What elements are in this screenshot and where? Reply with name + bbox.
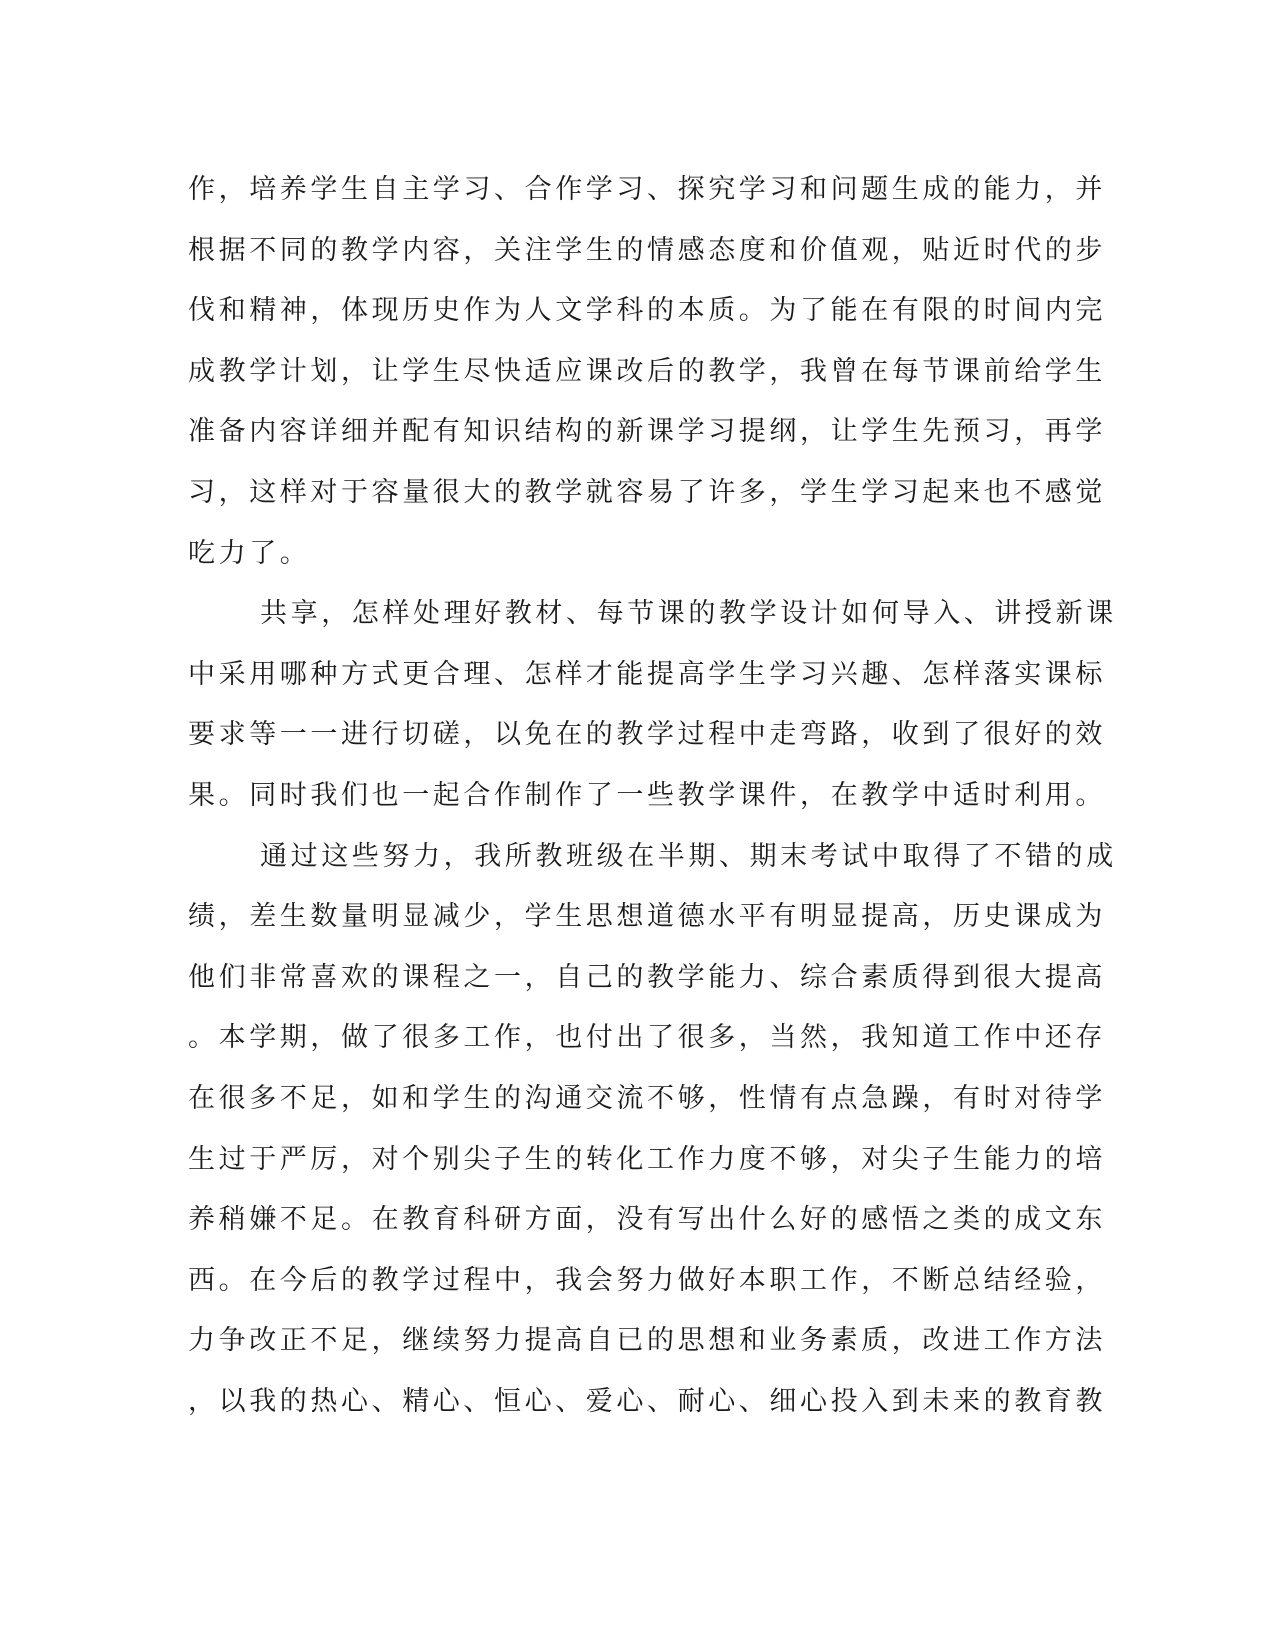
text-line: 绩，差生数量明显减少，学生思想道德水平有明显提高，历史课成为 bbox=[188, 901, 1106, 933]
text-line: 养稍嫌不足。在教育科研方面，没有写出什么好的感悟之类的成文东 bbox=[188, 1204, 1106, 1236]
text-line: 中采用哪种方式更合理、怎样才能提高学生学习兴趣、怎样落实课标 bbox=[188, 658, 1106, 690]
text-line: 他们非常喜欢的课程之一，自己的教学能力、综合素质得到很大提高 bbox=[188, 961, 1106, 993]
paragraph-first-line: 通过这些努力，我所教班级在半期、期末考试中取得了不错的成 bbox=[260, 840, 1117, 872]
text-line: 果。同时我们也一起合作制作了一些教学课件，在教学中适时利用。 bbox=[188, 779, 1106, 811]
text-line: 伐和精神，体现历史作为人文学科的本质。为了能在有限的时间内完 bbox=[188, 295, 1106, 327]
text-line: 作，培养学生自主学习、合作学习、探究学习和问题生成的能力，并 bbox=[188, 174, 1106, 205]
text-line: 力争改正不足，继续努力提高自已的思想和业务素质，改进工作方法 bbox=[188, 1325, 1106, 1357]
text-line: ，以我的热心、精心、恒心、爱心、耐心、细心投入到未来的教育教 bbox=[188, 1385, 1106, 1417]
text-line: 成教学计划，让学生尽快适应课改后的教学，我曾在每节课前给学生 bbox=[188, 355, 1106, 387]
body-text bbox=[188, 160, 1117, 1432]
text-line: 习，这样对于容量很大的教学就容易了许多，学生学习起来也不感觉 bbox=[188, 476, 1106, 508]
text-line: 吃力了。 bbox=[188, 537, 311, 569]
text-line: 根据不同的教学内容，关注学生的情感态度和价值观，贴近时代的步 bbox=[188, 234, 1106, 266]
paragraph-first-line: 共享，怎样处理好教材、每节课的教学设计如何导入、讲授新课 bbox=[260, 598, 1117, 630]
text-line: 。本学期，做了很多工作，也付出了很多，当然，我知道工作中还存 bbox=[188, 1022, 1106, 1054]
text-line: 生过于严厉，对个别尖子生的转化工作力度不够，对尖子生能力的培 bbox=[188, 1143, 1106, 1175]
text-line: 准备内容详细并配有知识结构的新课学习提纲，让学生先预习，再学 bbox=[188, 416, 1106, 448]
text-line: 要求等一一进行切磋，以免在的教学过程中走弯路，收到了很好的效 bbox=[188, 719, 1106, 751]
text-line: 西。在今后的教学过程中，我会努力做好本职工作，不断总结经验， bbox=[188, 1264, 1106, 1296]
text-line: 在很多不足，如和学生的沟通交流不够，性情有点急躁，有时对待学 bbox=[188, 1082, 1106, 1114]
